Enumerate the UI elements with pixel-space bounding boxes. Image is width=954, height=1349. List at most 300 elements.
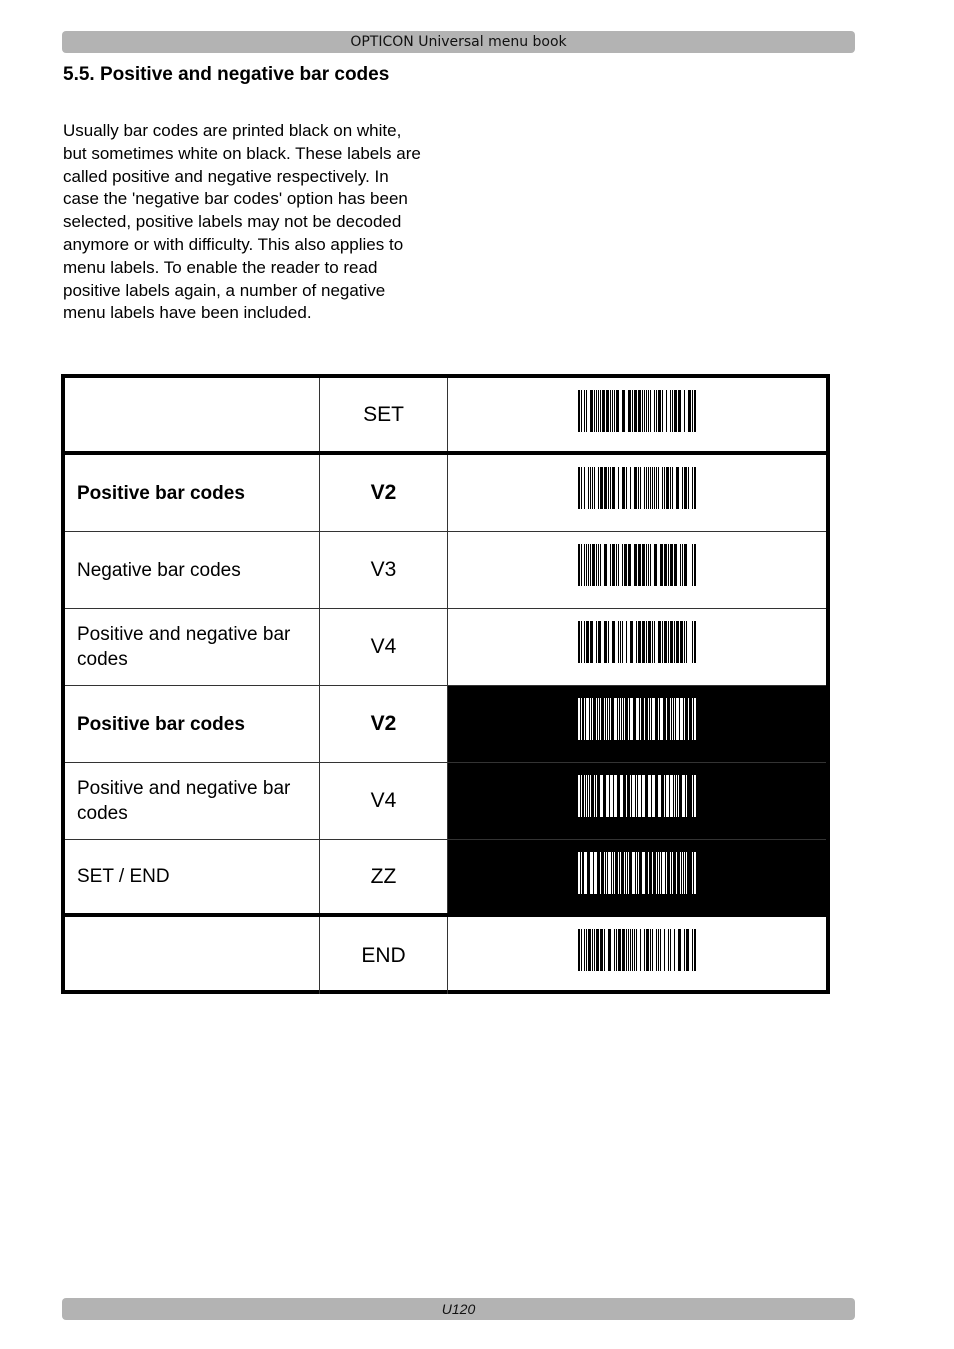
barcode-bar [692,775,693,817]
menu-row-barcode-cell [448,763,826,839]
barcode-bar [628,698,629,740]
menu-row-pos-neg-neg-label [65,763,826,840]
barcode-bar [670,621,673,663]
barcode-bar [628,929,629,971]
barcode-bar [600,467,603,509]
barcode-bar [652,698,655,740]
barcode-bar [614,852,615,894]
menu-row-label: Positive and negative bar codes [65,609,320,685]
barcode-bar [604,698,605,740]
intro-line: but sometimes white on black. These labels are [63,143,421,163]
barcode-bar [634,929,635,971]
barcode-bar [618,698,619,740]
barcode-bar [670,544,673,586]
barcode-bar [620,775,623,817]
menu-row-barcode-cell [448,609,826,685]
barcode-bar [656,929,657,971]
barcode-bar [606,852,607,894]
barcode-bar [658,698,659,740]
barcode-bar [654,390,655,432]
menu-row-code: V4 [320,763,448,839]
barcode-bar [628,852,629,894]
menu-row-code: V2 [320,455,448,531]
barcode-bar [612,621,615,663]
barcode-bar [608,467,609,509]
barcode-bar [618,621,619,663]
barcode-bar [664,929,665,971]
intro-paragraph [63,120,453,325]
barcode-bar [684,467,687,509]
barcode-bar [674,621,675,663]
barcode-bar [676,467,679,509]
barcode-bar [672,852,673,894]
barcode-bar [648,544,649,586]
menu-row-pos-neg [65,609,826,686]
barcode-bar [604,852,605,894]
barcode-bar [642,852,645,894]
intro-line: positive labels again, a number of negative [63,280,386,300]
barcode-bar [666,467,669,509]
barcode-bar [684,544,687,586]
barcode-bar [644,929,645,971]
barcode-bar [610,775,613,817]
barcode-bar [634,467,637,509]
barcode-bar [672,698,673,740]
barcode-image [578,467,696,509]
menu-row-code: V4 [320,609,448,685]
barcode-bar [626,621,627,663]
barcode-bar [592,467,593,509]
barcode-bar [596,775,597,817]
barcode-bar [652,775,655,817]
barcode-bar [636,775,637,817]
barcode-bar [600,390,601,432]
barcode-bar [670,390,671,432]
barcode-bar [581,544,582,586]
barcode-bar [694,698,696,740]
barcode-bar [670,467,671,509]
barcode-bar [674,390,677,432]
barcode-bar [656,467,657,509]
barcode-bar [662,621,663,663]
barcode-bar [658,929,659,971]
barcode-bar [688,467,689,509]
barcode-bar [670,698,671,740]
barcode-bar [590,621,593,663]
barcode-bar [578,390,580,432]
barcode-bar [594,929,595,971]
barcode-bar [664,775,665,817]
menu-row-set-end [65,840,826,917]
barcode-bar [636,698,639,740]
barcode-bar [592,698,593,740]
barcode-bar [674,775,675,817]
barcode-bar [632,929,633,971]
intro-line: selected, positive labels may not be decoded [63,212,402,232]
barcode-bar [596,390,597,432]
barcode-bar [604,929,605,971]
barcode-bar [658,775,661,817]
barcode-bar [644,390,645,432]
barcode-bar [652,621,653,663]
barcode-bar [578,698,580,740]
barcode-bar [674,698,675,740]
menu-row-set [65,378,826,455]
barcode-bar [604,621,607,663]
barcode-bar [600,852,601,894]
barcode-bar [590,467,591,509]
barcode-bar [686,621,687,663]
barcode-bar [636,929,637,971]
barcode-bar [664,467,665,509]
barcode-bar [614,390,615,432]
barcode-bar [586,390,587,432]
barcode-bar [648,467,649,509]
barcode-bar [618,467,619,509]
barcode-bar [660,852,661,894]
barcode-bar [676,852,677,894]
barcode-bar [676,698,679,740]
barcode-bar [630,929,631,971]
barcode-bar [680,698,683,740]
barcode-bar [626,929,627,971]
intro-line: menu labels. To enable the reader to read [63,257,378,277]
barcode-bar [584,621,585,663]
barcode-bar [628,544,631,586]
barcode-bar [638,621,641,663]
barcode-bar [584,390,585,432]
barcode-bar [626,852,627,894]
barcode-bar [620,621,621,663]
barcode-bar [692,390,693,432]
barcode-bar [654,467,655,509]
barcode-bar [584,775,585,817]
barcode-bar [662,852,665,894]
barcode-bar [676,621,679,663]
barcode-bar [654,544,657,586]
barcode-bar [680,544,681,586]
menu-row-label: Negative bar codes [65,532,320,608]
barcode-bar [578,467,580,509]
barcode-bar [648,390,649,432]
barcode-bar [648,698,649,740]
barcode-bar [644,467,645,509]
barcode-bar [694,929,696,971]
barcode-bar [684,852,685,894]
barcode-bar [588,544,589,586]
barcode-bar [650,929,651,971]
barcode-bar [636,621,637,663]
barcode-bar [614,929,615,971]
barcode-bar [664,544,667,586]
barcode-bar [618,544,619,586]
barcode-bar [594,775,595,817]
menu-row-label: SET / END [65,840,320,913]
barcode-bar [612,544,615,586]
barcode-bar [682,852,683,894]
barcode-bar [586,698,589,740]
barcode-bar [590,852,593,894]
barcode-bar [578,929,580,971]
barcode-bar [581,698,582,740]
barcode-bar [590,544,591,586]
barcode-bar [656,852,657,894]
barcode-bar [614,775,617,817]
barcode-image [578,698,696,740]
barcode-bar [648,852,649,894]
barcode-bar [692,544,693,586]
barcode-bar [656,390,657,432]
barcode-bar [586,621,589,663]
barcode-bar [678,390,681,432]
barcode-bar [680,852,681,894]
barcode-bar [636,852,637,894]
barcode-bar [660,544,663,586]
barcode-bar [622,390,625,432]
section-title: 5.5. Positive and negative bar codes [63,64,390,85]
barcode-bar [626,467,627,509]
barcode-bar [658,467,659,509]
barcode-bar [642,390,643,432]
barcode-bar [578,621,580,663]
barcode-bar [600,775,603,817]
barcode-bar [612,467,615,509]
barcode-bar [650,544,651,586]
barcode-bar [694,467,696,509]
barcode-bar [668,929,669,971]
barcode-bar [686,775,687,817]
barcode-bar [638,467,639,509]
barcode-image [578,852,696,894]
barcode-bar [672,467,673,509]
barcode-bar [658,390,661,432]
barcode-bar [598,467,599,509]
menu-row-label: Positive and negative bar codes [65,763,320,839]
barcode-bar [638,775,641,817]
barcode-bar [632,390,633,432]
barcode-bar [654,621,655,663]
barcode-bar [622,467,625,509]
menu-row-barcode-cell [448,840,826,913]
barcode-bar [608,852,611,894]
barcode-bar [584,698,585,740]
barcode-bar [622,929,625,971]
barcode-bar [686,852,687,894]
barcode-bar [600,929,603,971]
barcode-bar [650,698,651,740]
barcode-bar [692,467,693,509]
barcode-bar [586,544,587,586]
barcode-bar [581,467,582,509]
barcode-bar [584,852,587,894]
barcode-bar [618,852,619,894]
barcode-bar [606,698,607,740]
menu-row-barcode-cell [448,686,826,762]
barcode-bar [682,775,685,817]
barcode-bar [658,621,661,663]
menu-row-label: Positive bar codes [65,455,320,531]
barcode-bar [692,698,693,740]
barcode-bar [606,775,609,817]
barcode-bar [646,467,647,509]
barcode-bar [624,544,627,586]
barcode-bar [604,544,607,586]
barcode-bar [650,390,651,432]
barcode-bar [672,390,673,432]
barcode-bar [590,698,591,740]
barcode-bar [598,544,599,586]
barcode-bar [590,775,591,817]
barcode-bar [688,390,691,432]
page-footer: U120 [62,1298,855,1320]
barcode-bar [588,467,589,509]
barcode-bar [624,852,625,894]
barcode-bar [688,698,689,740]
menu-row-label [65,917,320,994]
barcode-image [578,775,696,817]
barcode-bar [616,390,619,432]
barcode-bar [612,390,613,432]
barcode-bar [664,621,667,663]
barcode-bar [646,929,649,971]
barcode-bar [652,467,653,509]
barcode-bar [596,929,599,971]
barcode-bar [668,621,669,663]
barcode-bar [644,698,645,740]
barcode-bar [640,929,641,971]
page-header: OPTICON Universal menu book [62,31,855,53]
barcode-bar [670,929,671,971]
barcode-bar [600,698,601,740]
barcode-bar [638,390,641,432]
barcode-bar [606,390,609,432]
barcode-bar [586,775,587,817]
barcode-bar [610,390,611,432]
barcode-bar [678,929,681,971]
barcode-bar [642,544,645,586]
barcode-bar [608,929,611,971]
barcode-bar [596,621,597,663]
barcode-bar [640,698,641,740]
barcode-bar [670,852,671,894]
barcode-bar [622,621,623,663]
barcode-bar [694,621,696,663]
barcode-bar [578,544,580,586]
barcode-bar [638,852,639,894]
menu-row-code: ZZ [320,840,448,913]
barcode-bar [692,929,693,971]
barcode-bar [596,544,597,586]
barcode-bar [684,390,685,432]
barcode-bar [581,929,582,971]
barcode-bar [660,698,663,740]
barcode-bar [678,775,679,817]
menu-row-positive-neg-label [65,686,826,763]
barcode-bar [612,852,613,894]
barcode-bar [624,698,625,740]
menu-row-barcode-cell [448,378,826,451]
barcode-bar [598,390,599,432]
barcode-bar [581,775,582,817]
barcode-bar [588,929,591,971]
barcode-image [578,929,696,971]
barcode-bar [642,621,645,663]
barcode-bar [680,621,683,663]
barcode-bar [626,775,627,817]
barcode-bar [616,544,617,586]
barcode-bar [632,775,635,817]
menu-code-table [61,374,830,994]
barcode-bar [634,390,637,432]
barcode-bar [598,698,599,740]
barcode-bar [682,467,683,509]
barcode-bar [660,929,661,971]
menu-row-positive [65,455,826,532]
barcode-bar [620,852,621,894]
barcode-bar [638,544,641,586]
barcode-bar [616,929,617,971]
barcode-bar [590,390,593,432]
barcode-bar [592,929,593,971]
barcode-bar [646,390,647,432]
barcode-bar [684,929,685,971]
barcode-bar [630,467,631,509]
menu-row-barcode-cell [448,455,826,531]
barcode-bar [594,852,597,894]
barcode-bar [666,390,667,432]
barcode-bar [630,621,633,663]
barcode-bar [694,852,696,894]
barcode-bar [652,852,653,894]
menu-row-barcode-cell [448,532,826,608]
barcode-bar [658,852,659,894]
menu-row-code: END [320,917,448,994]
barcode-bar [652,929,653,971]
barcode-bar [674,544,677,586]
barcode-bar [584,467,585,509]
barcode-bar [581,621,582,663]
barcode-bar [632,852,635,894]
barcode-bar [610,698,611,740]
barcode-bar [648,621,651,663]
barcode-bar [594,467,595,509]
barcode-bar [692,621,693,663]
barcode-bar [600,544,601,586]
barcode-bar [674,929,675,971]
barcode-bar [592,544,595,586]
barcode-bar [614,698,617,740]
barcode-bar [670,775,673,817]
barcode-bar [594,390,595,432]
menu-row-label: Positive bar codes [65,686,320,762]
barcode-bar [642,775,645,817]
barcode-bar [640,467,641,509]
menu-row-code: SET [320,378,448,451]
barcode-bar [610,544,611,586]
barcode-bar [666,698,667,740]
barcode-bar [578,852,580,894]
barcode-bar [586,929,587,971]
barcode-bar [584,544,585,586]
barcode-bar [668,544,669,586]
barcode-image [578,621,696,663]
barcode-bar [608,621,609,663]
barcode-bar [628,390,631,432]
barcode-bar [694,775,696,817]
barcode-bar [598,621,601,663]
barcode-bar [684,621,685,663]
barcode-image [578,544,696,586]
